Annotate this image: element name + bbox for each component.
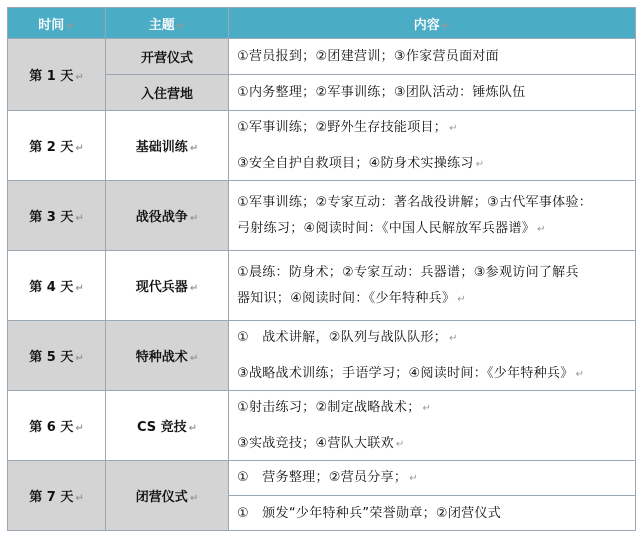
content-cell: ①军事训练；②专家互动：著名战役讲解；③古代军事体验： 弓射练习；④阅读时间：《中国人民解放军兵器谱》 ↵ <box>229 181 636 251</box>
theme-cell: 闭营仪式 ↵ <box>106 461 229 531</box>
table-row <box>8 251 636 321</box>
theme-cell: 特种战术 ↵ <box>106 321 229 391</box>
content-cell: ① 战术讲解，②队列与战队队形； ↵ ③战略战术训练；手语学习；④阅读时间：《少年特种兵》 ↵ <box>229 321 636 391</box>
header-theme: 主题 ↵ <box>106 8 229 39</box>
table-row <box>8 321 636 391</box>
header-content: 内容 ↵ <box>229 8 636 39</box>
theme-cell: 基础训练 ↵ <box>106 111 229 181</box>
schedule-table <box>7 7 636 531</box>
theme-cell: 开营仪式 <box>106 39 229 75</box>
content-cell: ①晨练：防身术；②专家互动：兵器谱；③参观访问了解兵 器知识；④阅读时间：《少年特种兵》 ↵ <box>229 251 636 321</box>
table-row <box>8 461 636 496</box>
content-cell: ①军事训练；②野外生存技能项目； ↵ ③安全自护自救项目；④防身术实操练习 ↵ <box>229 111 636 181</box>
table-row <box>8 391 636 461</box>
content-cell: ① 营务整理；②营员分享； ↵ <box>229 461 636 496</box>
content-cell: ①营员报到；②团建营训；③作家营员面对面 <box>229 39 636 75</box>
content-cell: ①射击练习；②制定战略战术； ↵ ③实战竞技；④营队大联欢 ↵ <box>229 391 636 461</box>
header-day: 时间 ↵ <box>8 8 106 39</box>
theme-cell: 现代兵器 ↵ <box>106 251 229 321</box>
day-cell: 第 3 天 ↵ <box>8 181 106 251</box>
day-cell: 第 4 天 ↵ <box>8 251 106 321</box>
theme-cell: 入住营地 <box>106 75 229 111</box>
theme-cell: CS 竞技 ↵ <box>106 391 229 461</box>
day-cell: 第 1 天 ↵ <box>8 39 106 111</box>
header-row <box>8 8 636 39</box>
table-row <box>8 39 636 75</box>
content-cell: ① 颁发“少年特种兵”荣誉勋章；②闭营仪式 <box>229 496 636 531</box>
day-cell: 第 6 天 ↵ <box>8 391 106 461</box>
theme-cell: 战役战争 ↵ <box>106 181 229 251</box>
table-row <box>8 111 636 181</box>
day-cell: 第 2 天 ↵ <box>8 111 106 181</box>
content-cell: ①内务整理；②军事训练；③团队活动：锤炼队伍 <box>229 75 636 111</box>
day-cell: 第 7 天 ↵ <box>8 461 106 531</box>
table-row <box>8 181 636 251</box>
day-cell: 第 5 天 ↵ <box>8 321 106 391</box>
